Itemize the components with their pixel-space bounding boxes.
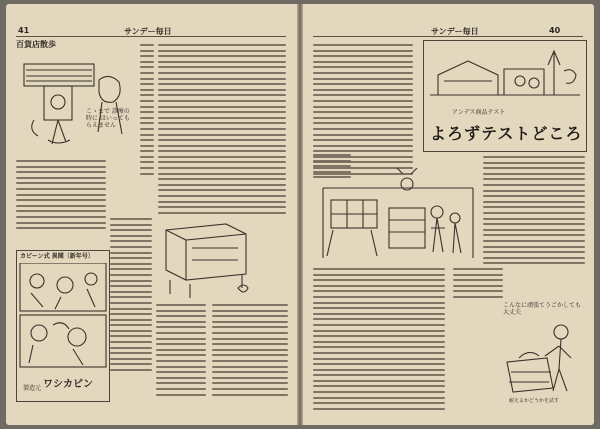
cartoon-title: 百貨店散歩: [16, 39, 56, 49]
magazine-spread: [6, 4, 594, 425]
comic-advertisement: [16, 250, 110, 402]
cabinet-illustration: [156, 218, 256, 300]
banner-small-title: アンデス商品テスト: [452, 109, 506, 116]
ad-brand: ワシカビン: [43, 379, 93, 390]
banner-main-title: よろずテストどころ: [430, 124, 583, 143]
text-block: [156, 304, 206, 399]
text-block: [110, 218, 152, 375]
text-block: [158, 44, 286, 217]
text-block: [16, 160, 106, 233]
header-rule-left: [16, 36, 286, 37]
ad-footer: 製造元: [23, 385, 42, 392]
text-column: [140, 44, 154, 178]
running-head-right: サンデー毎日: [431, 27, 479, 36]
left-page: [6, 4, 297, 425]
cartoon-speech: こゝまで 診療の時に はいってもらえません: [86, 108, 130, 129]
feature-title-banner: [423, 40, 587, 152]
text-block: [212, 304, 288, 399]
running-head-left: サンデー毎日: [124, 27, 172, 36]
right-page: [303, 4, 594, 425]
durability-test-illustration: [499, 322, 589, 398]
banner-illustration: [424, 41, 586, 111]
caption-bottom: こんなに頑張てうごかしても大丈夫: [503, 302, 582, 316]
text-block: [453, 268, 503, 302]
page-number-left: 41: [18, 26, 30, 35]
page-number-right: 40: [549, 26, 561, 35]
text-block: [483, 156, 585, 268]
header-rule-right: [313, 36, 583, 37]
ad-comic-panels: [17, 263, 109, 373]
ad-title: カビーン式 異聞〔新年号〕: [20, 253, 94, 260]
caption-bottom-2: 耐えるかどうかを試す: [509, 398, 560, 404]
department-store-cartoon: [14, 39, 134, 154]
testing-lab-illustration: [319, 168, 479, 264]
text-block: [313, 268, 445, 413]
cartoon-drawing: [14, 50, 134, 162]
